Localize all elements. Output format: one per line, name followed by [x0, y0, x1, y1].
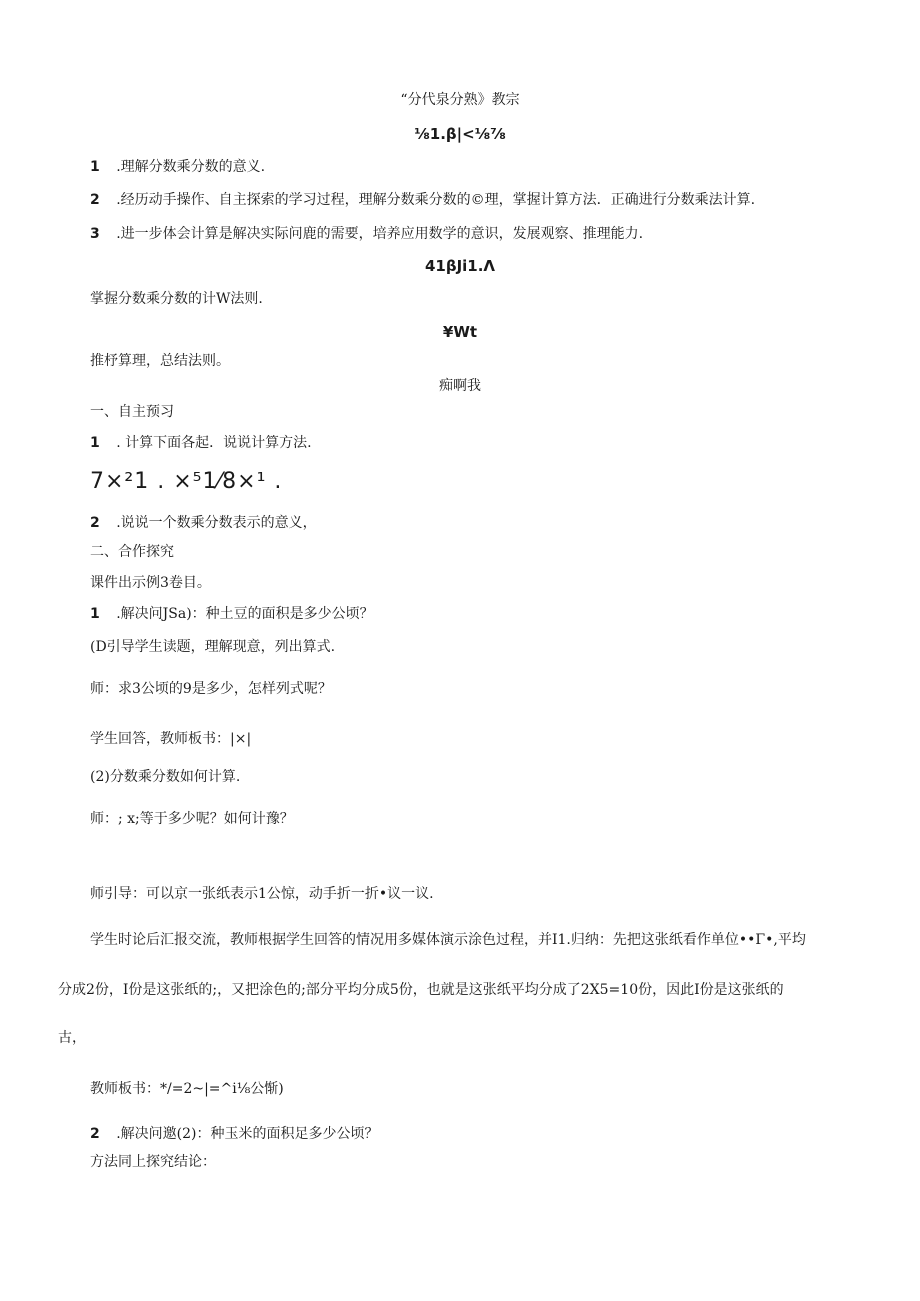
- question-2: [90, 1127, 378, 1141]
- preview-item-2: [90, 516, 317, 530]
- teacher-guide: 师引导：可以京一张纸表示1公惊，动手折一折•议一议.: [90, 886, 434, 902]
- difficulty-heading: ¥Wt: [442, 323, 478, 341]
- question-text: .解决问邀(2)：种玉米的面积足多少公顷？: [116, 1126, 379, 1142]
- item-number: 1: [90, 435, 100, 451]
- document-title: “分代泉分熟》教宗: [400, 92, 520, 108]
- question-1-sub-1: (D引导学生读题，理解现意，列出算式.: [90, 639, 336, 655]
- student-answer: 学生回答，教师板书：|×|: [90, 731, 252, 747]
- preview-item-1: [90, 436, 312, 450]
- process-heading: 痴啊我: [439, 378, 481, 394]
- part-one-heading: 一、自主预习: [90, 404, 174, 420]
- part-two-heading: 二、合作探究: [90, 544, 174, 560]
- goal-number: 2: [90, 192, 100, 208]
- goal-item-2: [90, 193, 755, 207]
- goal-text: .理解分数乘分数的意义.: [116, 159, 266, 175]
- goal-text: .进一步体会计算是解决实际问鹿的需要，培养应用数学的意识，发展观察、推理能力.: [116, 226, 644, 242]
- paragraph-line-3: 古，: [58, 1030, 86, 1046]
- teacher-prompt-1: 师：求3公顷的9是多少，怎样列式呢？: [90, 681, 332, 697]
- item-text: .说说一个数乘分数表示的意义，: [116, 515, 317, 531]
- question-1: [90, 607, 374, 621]
- courseware-text: 课件出示例3卷目。: [90, 575, 211, 591]
- goals-heading: ⅛1.β|<⅛⅞: [414, 125, 506, 143]
- item-text: . 计算下面各起．说说计算方法.: [116, 435, 312, 451]
- teacher-board: 教师板书：*/=2~|=^i⅛公惭): [90, 1081, 284, 1097]
- difficulty-text: 推杼算理，总结法则。: [90, 353, 230, 369]
- goal-item-3: [90, 227, 643, 241]
- paragraph-line-1: 学生时论后汇报交流，教师根据学生回答的情况用多媒体演示涂色过程，并I1.归纳：先把这张纸看作单位••Γ•,平均: [90, 932, 806, 948]
- question-1-sub-2: (2)分数乘分数如何计算.: [90, 769, 241, 785]
- math-expression: 7×²1 . ×⁵1⁄8×¹ .: [90, 469, 283, 494]
- paragraph-line-2: 分成2份，I份是这张纸的;，又把涂色的;部分平均分成5份，也就是这张纸平均分成了2X5=10份，因此I份是这张纸的: [58, 982, 784, 998]
- key-points-text: 掌握分数乘分数的计W法则.: [90, 291, 263, 307]
- goal-text: .经历动手操作、自主探索的学习过程，理解分数乘分数的©理，掌握计算方法．正确进行分数乘法计算.: [116, 192, 756, 208]
- goal-number: 3: [90, 226, 100, 242]
- goal-number: 1: [90, 159, 100, 175]
- question-text: .解决问JSa)：种土豆的面积是多少公顷？: [116, 606, 374, 622]
- question-number: 2: [90, 1126, 100, 1142]
- key-points-heading: 41βJi1.Λ: [424, 257, 496, 275]
- method-text: 方法同上探究结论：: [90, 1154, 216, 1170]
- goal-item-1: [90, 160, 265, 174]
- item-number: 2: [90, 515, 100, 531]
- teacher-prompt-2: 师：; x;等于多少呢？如何计豫？: [90, 811, 294, 827]
- question-number: 1: [90, 606, 100, 622]
